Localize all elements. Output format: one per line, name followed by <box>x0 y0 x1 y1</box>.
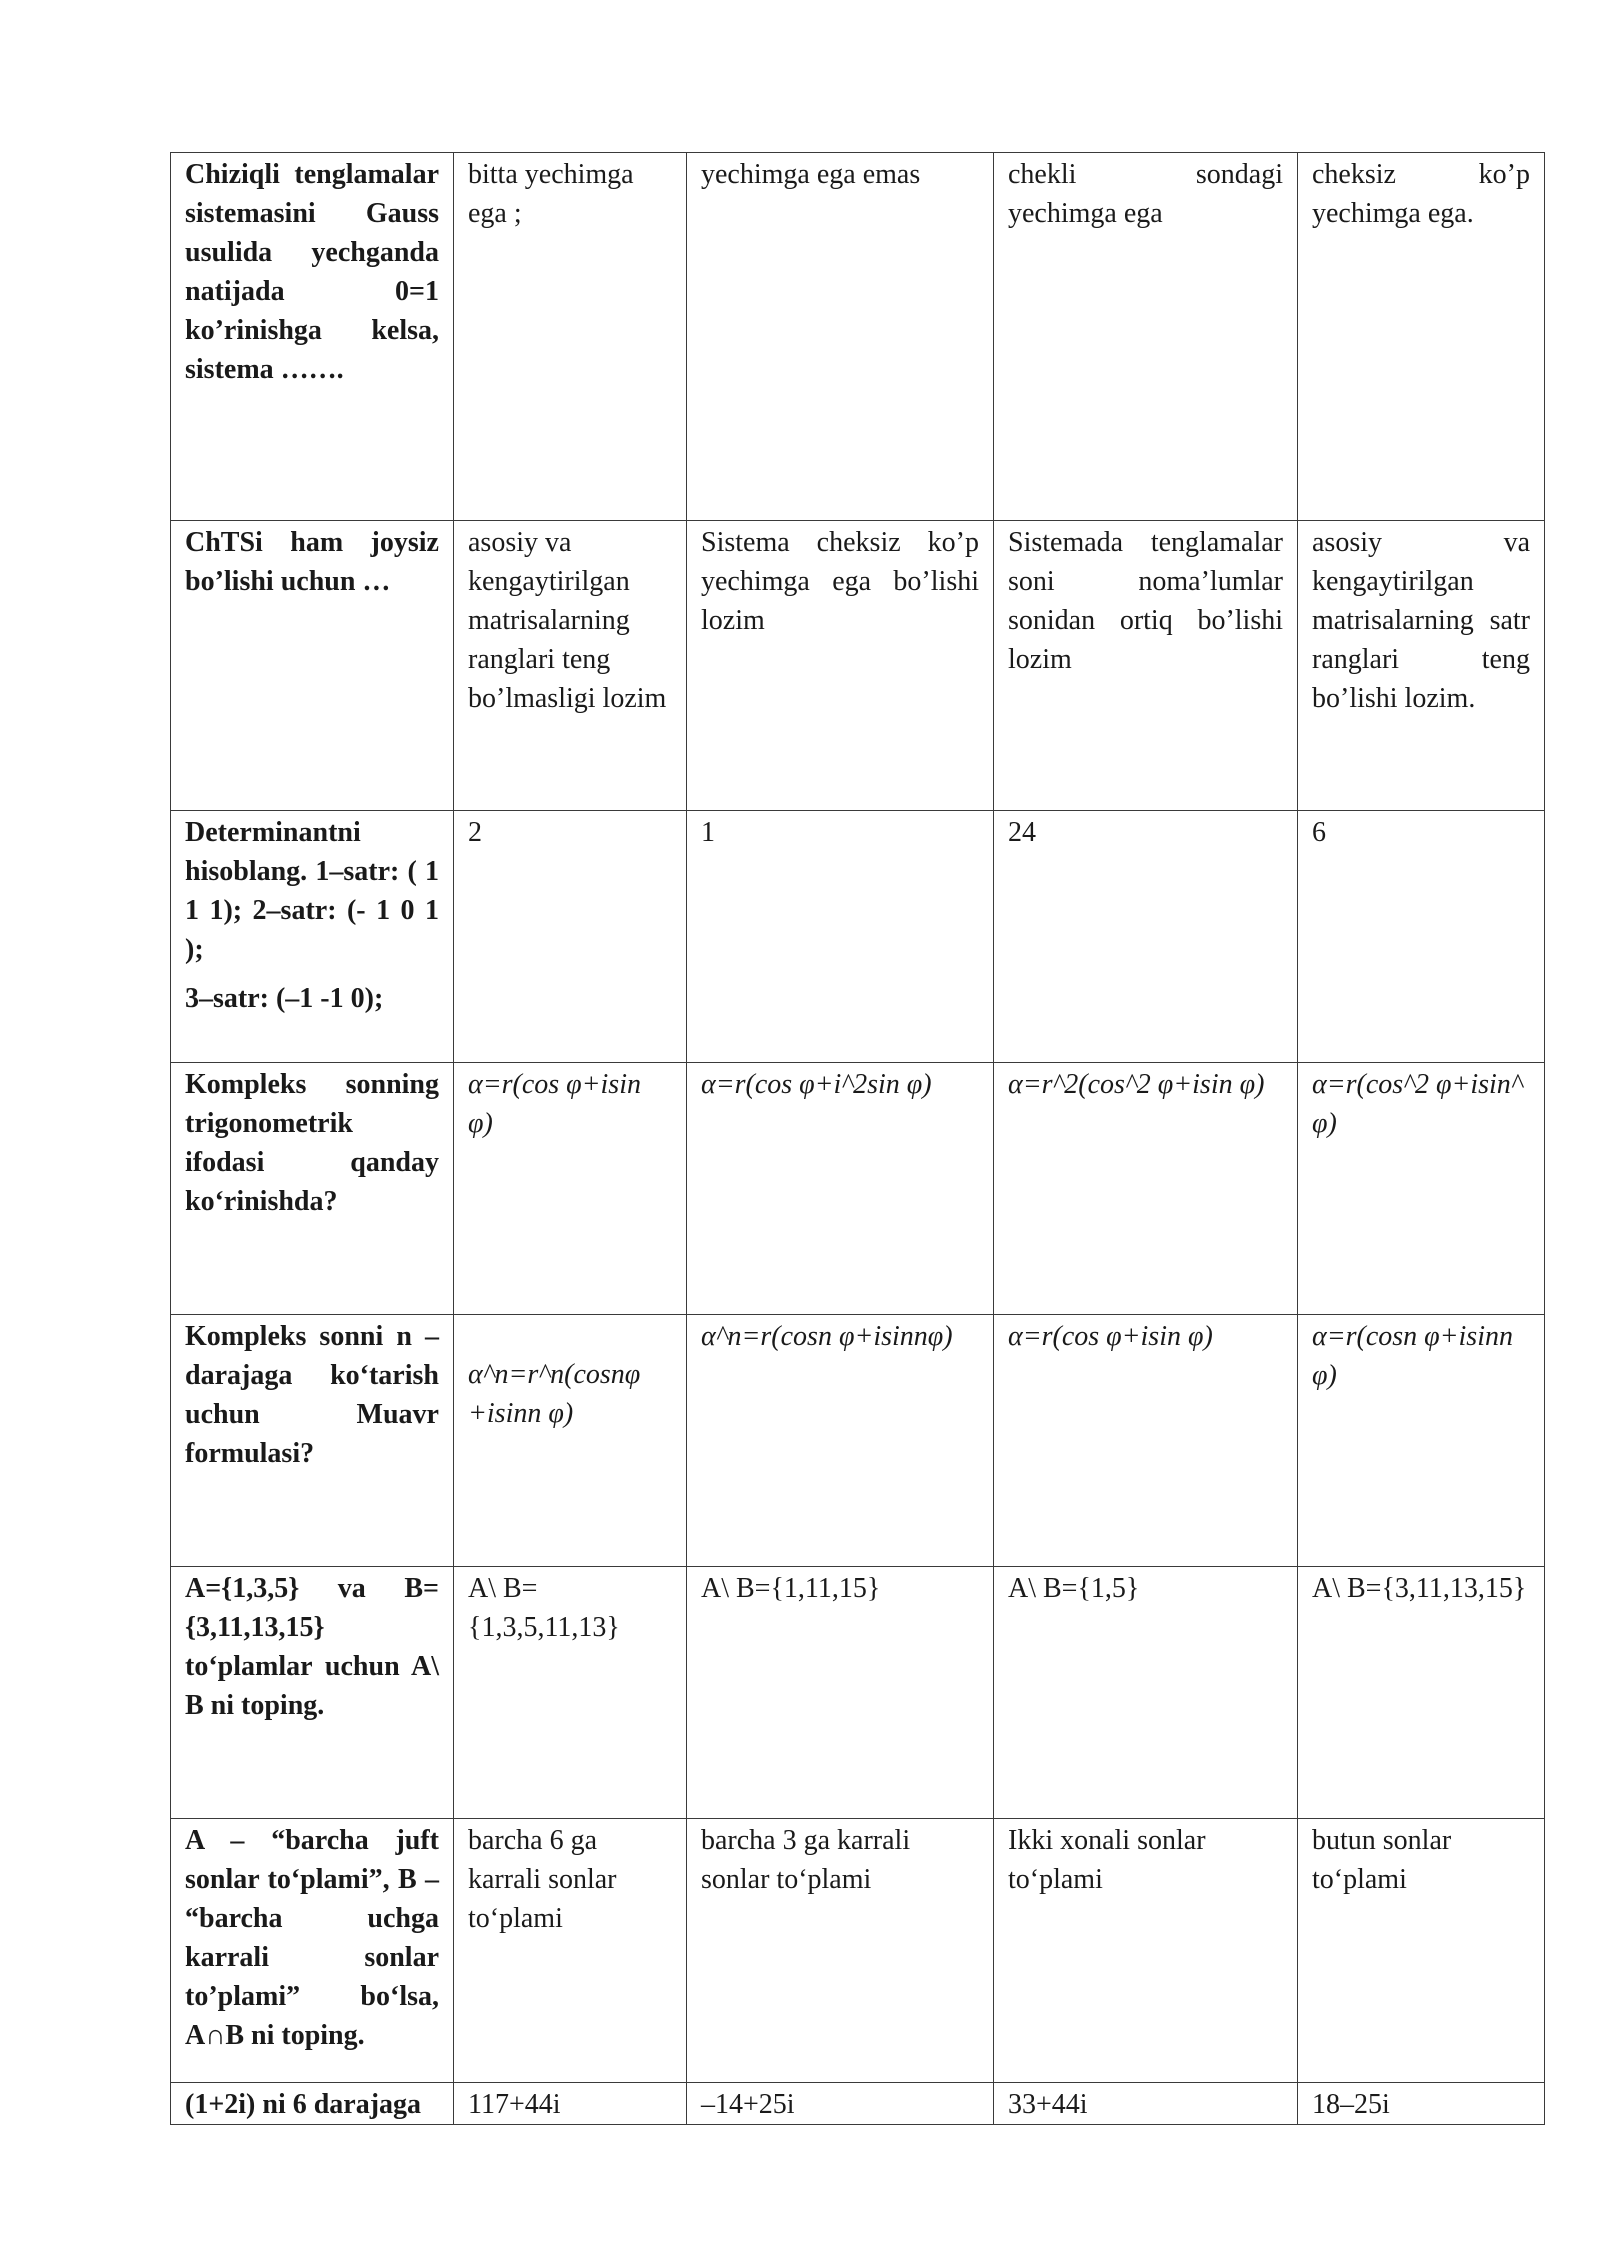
answer-option-c: chekli sondagi yechimga ega <box>994 153 1298 521</box>
table-row <box>171 521 1545 811</box>
answer-option-b: α^n=r(cosn φ+isinnφ) <box>687 1315 994 1567</box>
answer-option-a: 117+44i <box>454 2083 687 2125</box>
answer-option-d: A\ B={3,11,13,15} <box>1298 1567 1545 1819</box>
answer-option-c: α=r^2(cos^2 φ+isin φ) <box>994 1063 1298 1315</box>
answer-option-c: 24 <box>994 811 1298 1063</box>
answer-option-b: α=r(cos φ+i^2sin φ) <box>687 1063 994 1315</box>
answer-option-a: A\ B={1,3,5,11,13} <box>454 1567 687 1819</box>
question-cell: A – “barcha juft sonlar to‘plami”, B – “barcha uchga karrali sonlar to’plami” bo‘lsa, A∩B ni toping. <box>171 1819 454 2083</box>
question-cell: Kompleks sonning trigonometrik ifodasi qanday ko‘rinishda? <box>171 1063 454 1315</box>
answer-option-c: Ikki xonali sonlar to‘plami <box>994 1819 1298 2083</box>
table-row <box>171 153 1545 521</box>
answer-option-d: α=r(cos^2 φ+isin^ φ) <box>1298 1063 1545 1315</box>
answer-option-c: α=r(cos φ+isin φ) <box>994 1315 1298 1567</box>
answer-option-d: cheksiz ko’p yechimga ega. <box>1298 153 1545 521</box>
answer-option-b: yechimga ega emas <box>687 153 994 521</box>
answer-option-d: α=r(cosn φ+isinn φ) <box>1298 1315 1545 1567</box>
answer-option-b: Sistema cheksiz ko’p yechimga ega bo’lishi lozim <box>687 521 994 811</box>
question-cell: A={1,3,5} va B={3,11,13,15} to‘plamlar uchun A\ B ni toping. <box>171 1567 454 1819</box>
question-cell: (1+2i) ni 6 darajaga <box>171 2083 454 2125</box>
answer-option-d: butun sonlar to‘plami <box>1298 1819 1545 2083</box>
answer-option-d: 6 <box>1298 811 1545 1063</box>
table-row <box>171 1819 1545 2083</box>
answer-option-c: A\ B={1,5} <box>994 1567 1298 1819</box>
question-text-line3: 3–satr: (–1 -1 0); <box>185 983 384 1014</box>
answer-option-a: 2 <box>454 811 687 1063</box>
table-row <box>171 811 1545 1063</box>
table-row <box>171 1567 1545 1819</box>
answer-option-b: barcha 3 ga karrali sonlar to‘plami <box>687 1819 994 2083</box>
question-cell: Kompleks sonni n – darajaga ko‘tarish uchun Muavr formulasi? <box>171 1315 454 1567</box>
answer-option-d: asosiy va kengaytirilgan matrisalarning satr ranglari teng bo’lishi lozim. <box>1298 521 1545 811</box>
question-text: Determinantni hisoblang. 1–satr: ( 1 1 1); 2–satr: (- 1 0 1 ); <box>185 817 439 965</box>
answer-option-a: α^n=r^n(cosnφ +isinn φ) <box>454 1315 687 1567</box>
question-cell: Chiziqli tenglamalar sistemasini Gauss usulida yechganda natijada 0=1 ko’rinishga kelsa, sistema ……. <box>171 153 454 521</box>
question-cell <box>171 811 454 1063</box>
answer-option-a: α=r(cos φ+isin φ) <box>454 1063 687 1315</box>
answer-option-b: A\ B={1,11,15} <box>687 1567 994 1819</box>
answer-option-c: Sistemada tenglamalar soni noma’lumlar sonidan ortiq bo’lishi lozim <box>994 521 1298 811</box>
table-row <box>171 2083 1545 2125</box>
test-questions-table <box>170 152 1545 2125</box>
table-row <box>171 1063 1545 1315</box>
answer-option-a: asosiy va kengaytirilgan matrisalarning ranglari teng bo’lmasligi lozim <box>454 521 687 811</box>
answer-option-d: 18–25i <box>1298 2083 1545 2125</box>
answer-option-a: bitta yechimga ega ; <box>454 153 687 521</box>
answer-option-b: 1 <box>687 811 994 1063</box>
answer-option-c: 33+44i <box>994 2083 1298 2125</box>
answer-option-a: barcha 6 ga karrali sonlar to‘plami <box>454 1819 687 2083</box>
answer-option-b: –14+25i <box>687 2083 994 2125</box>
table-row <box>171 1315 1545 1567</box>
question-cell: ChTSi ham joysiz bo’lishi uchun … <box>171 521 454 811</box>
